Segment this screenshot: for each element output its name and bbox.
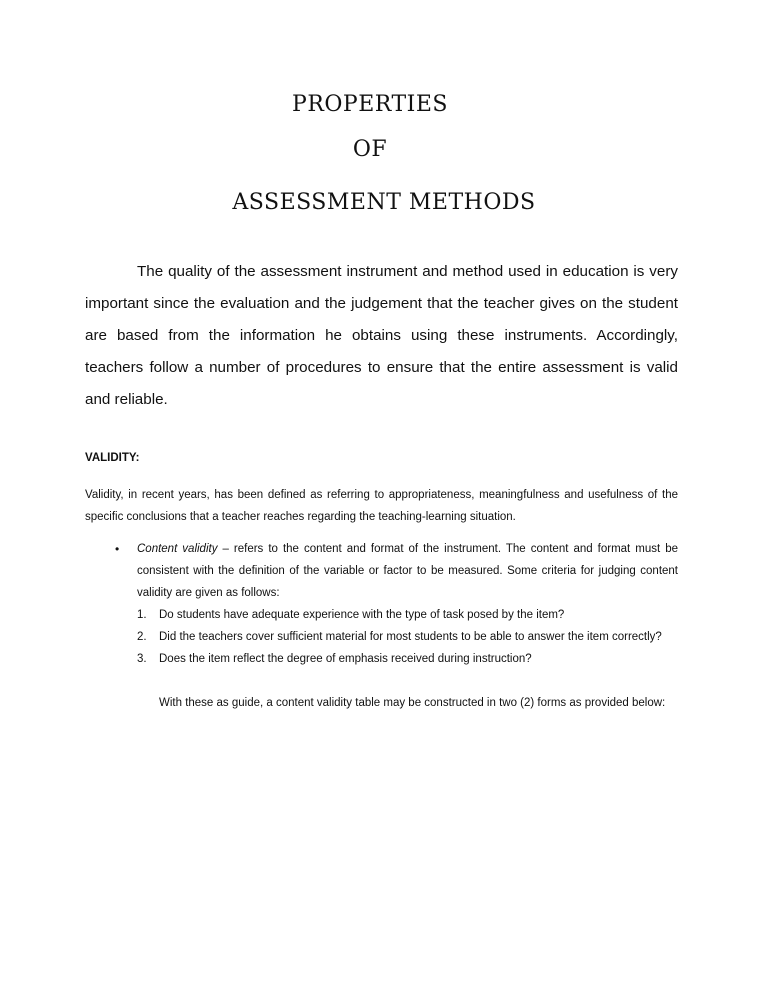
content-validity-text bbox=[137, 538, 678, 604]
criteria-list bbox=[137, 604, 678, 670]
criteria-item bbox=[137, 648, 678, 670]
title-line-1: PROPERTIES bbox=[292, 92, 448, 117]
intro-section bbox=[85, 256, 678, 416]
criteria-text: Did the teachers cover sufficient material for most students to be able to answer the item correctly? bbox=[159, 631, 662, 643]
guide-paragraph: With these as guide, a content validity table may be constructed in two (2) forms as provided below: bbox=[159, 697, 666, 709]
intro-paragraph: The quality of the assessment instrument and method used in education is very important since the evaluation and the judgement that the teacher gives on the student are based from the information he obtains using these instruments. Accordingly, teachers follow a number of procedures to ensure that the entire assessment is valid and reliable. bbox=[85, 263, 678, 408]
criteria-item bbox=[137, 626, 678, 648]
content-validity-term: Content validity bbox=[137, 543, 218, 555]
content-validity-description: – refers to the content and format of the instrument. The content and format must be consistent with the definition of the variable or factor to be measured. Some criteria for judging content validity are given as follows: bbox=[137, 543, 679, 599]
criteria-number: 3. bbox=[137, 653, 147, 665]
criteria-number: 2. bbox=[137, 631, 147, 643]
bullet-icon: • bbox=[115, 542, 120, 556]
criteria-text: Do students have adequate experience with the type of task posed by the item? bbox=[159, 609, 565, 621]
content-validity-item bbox=[137, 538, 678, 714]
validity-heading: VALIDITY: bbox=[85, 452, 140, 464]
criteria-number: 1. bbox=[137, 609, 147, 621]
title-line-3: ASSESSMENT METHODS bbox=[232, 190, 536, 215]
criteria-item bbox=[137, 604, 678, 626]
title-line-2: OF bbox=[352, 137, 388, 162]
criteria-text: Does the item reflect the degree of emphasis received during instruction? bbox=[159, 653, 532, 665]
validity-definition: Validity, in recent years, has been defined as referring to appropriateness, meaningfulness and usefulness of the specific conclusions that a teacher reaches regarding the teaching-learning situation. bbox=[85, 489, 678, 523]
